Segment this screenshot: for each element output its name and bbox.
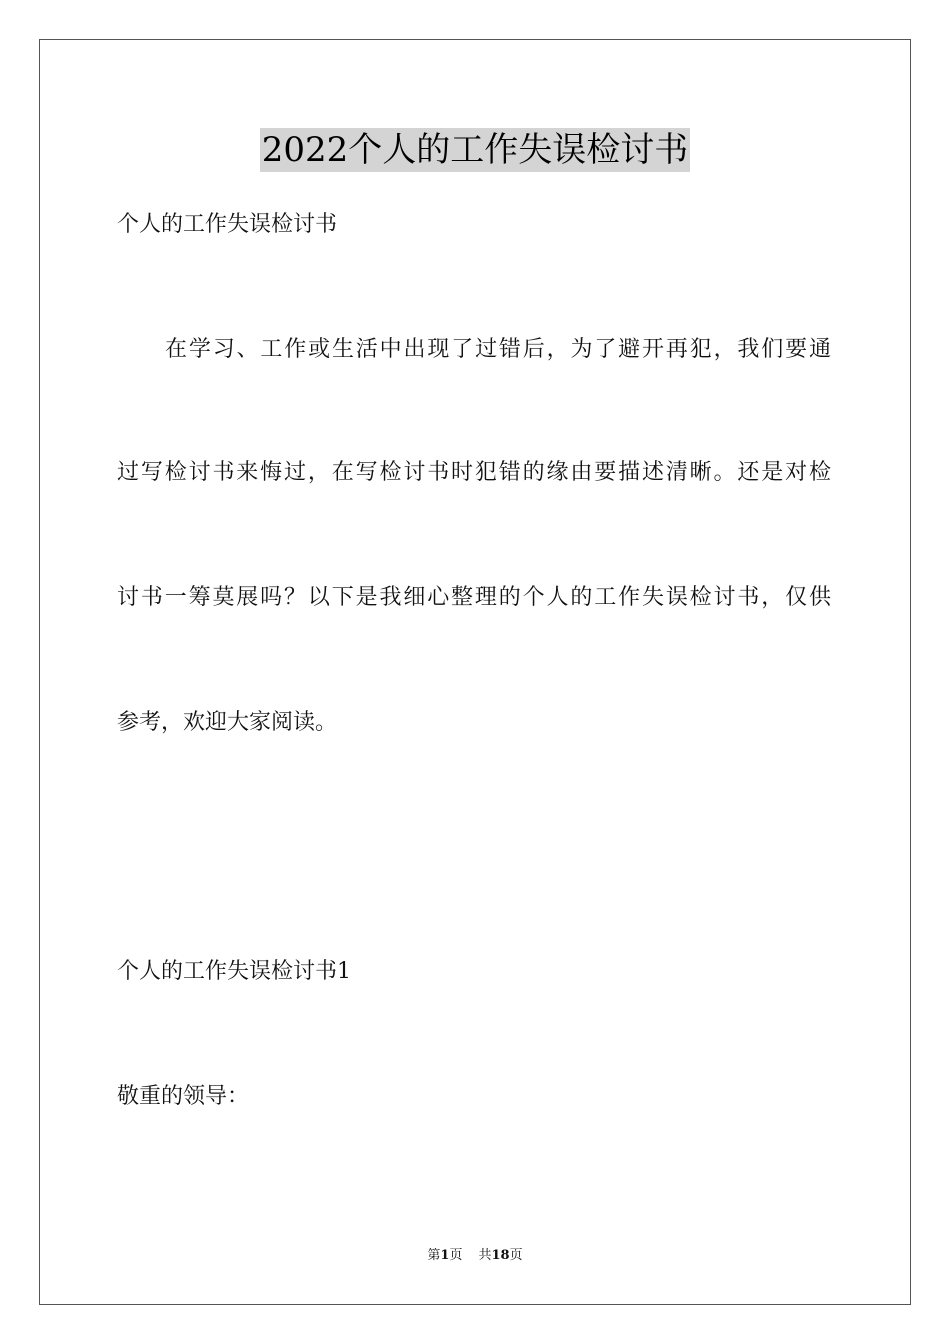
total-label-prefix: 共 <box>478 1248 492 1263</box>
intro-paragraph-line-3: 讨书一筹莫展吗？以下是我细心整理的个人的工作失误检讨书，仅供 <box>117 585 831 610</box>
page-label-suffix: 页 <box>449 1248 463 1263</box>
document-title: 2022个人的工作失误检讨书 <box>261 130 689 170</box>
salutation: 敬重的领导： <box>117 1084 250 1109</box>
intro-paragraph-line-4: 参考，欢迎大家阅读。 <box>117 710 338 735</box>
intro-paragraph-line-2: 过写检讨书来悔过，在写检讨书时犯错的缘由要描述清晰。还是对检 <box>117 460 831 485</box>
section-heading: 个人的工作失误检讨书1 <box>117 959 351 984</box>
page-footer <box>0 1247 950 1265</box>
title-container <box>0 128 950 172</box>
page-number: 1 <box>440 1248 450 1263</box>
total-pages: 18 <box>491 1248 510 1263</box>
page-label-prefix: 第 <box>427 1248 441 1263</box>
intro-paragraph-line-1: 在学习、工作或生活中出现了过错后，为了避开再犯，我们要通 <box>165 337 831 362</box>
document-subtitle: 个人的工作失误检讨书 <box>117 212 338 237</box>
total-label-suffix: 页 <box>509 1248 523 1263</box>
